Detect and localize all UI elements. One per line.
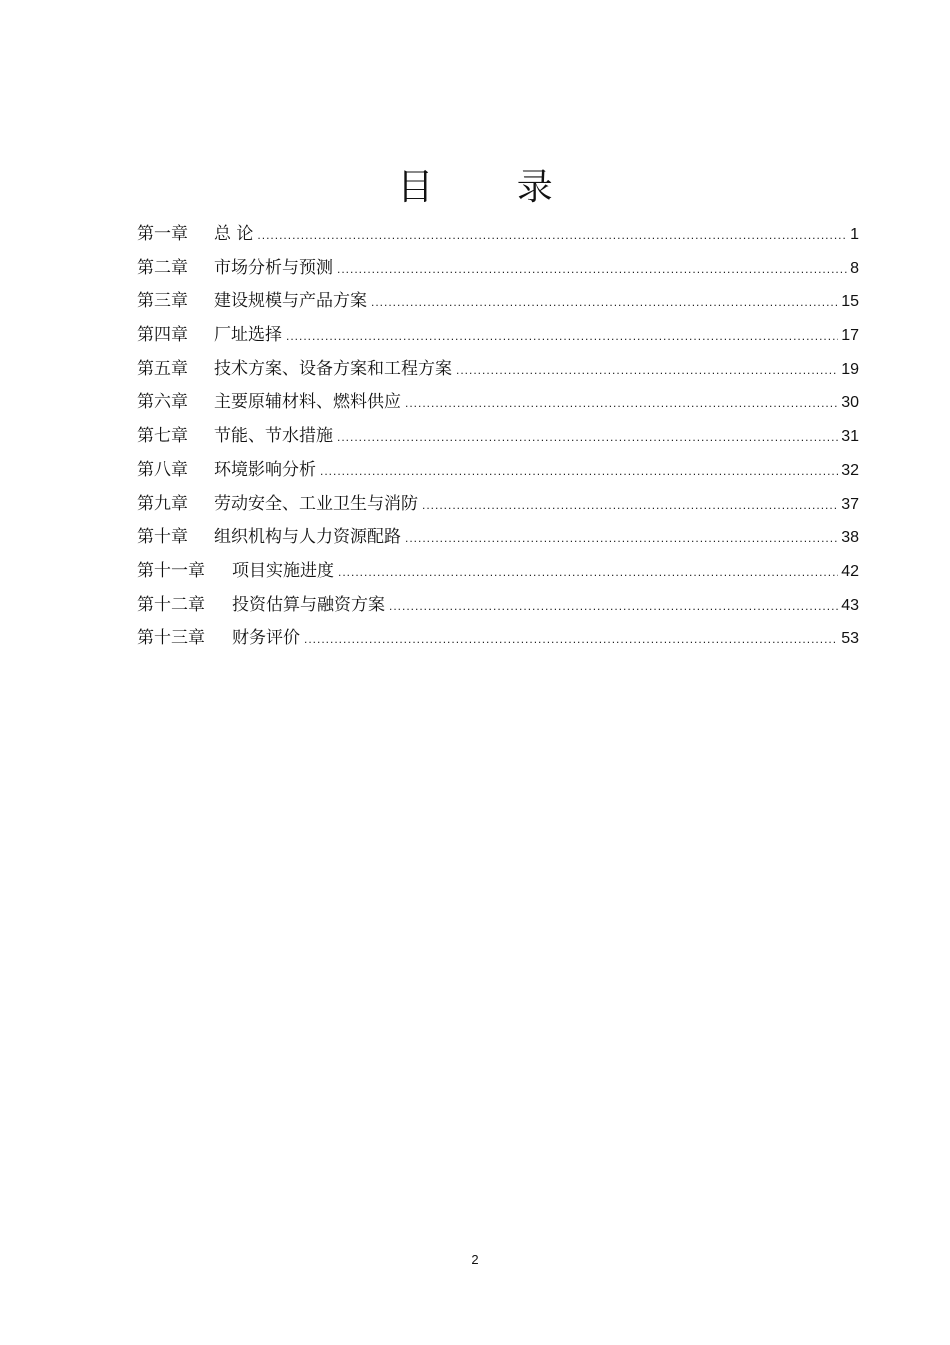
toc-page-number: 31 <box>841 428 859 446</box>
toc-dot-leader <box>389 590 838 624</box>
toc-entry[interactable] <box>137 285 859 319</box>
toc-page-number: 30 <box>841 394 859 412</box>
toc-title: 目 录 <box>397 167 589 208</box>
toc-page-number: 8 <box>850 259 859 277</box>
toc-chapter-name: 劳动安全、工业卫生与消防 <box>214 493 418 514</box>
toc-chapter-name: 环境影响分析 <box>214 459 316 480</box>
toc-page-number: 17 <box>841 327 859 345</box>
toc-chapter-name: 建设规模与产品方案 <box>214 291 367 312</box>
toc-chapter-number: 第十二章 <box>137 594 205 615</box>
toc-entry[interactable] <box>137 218 859 252</box>
toc-chapter-number: 第六章 <box>137 392 188 413</box>
toc-entry[interactable] <box>137 521 859 555</box>
toc-dot-leader <box>405 522 838 556</box>
toc-chapter-name: 厂址选择 <box>214 325 282 346</box>
toc-chapter-number: 第九章 <box>137 493 188 514</box>
toc-page-number: 53 <box>841 630 859 648</box>
toc-page-number: 38 <box>841 529 859 547</box>
toc-dot-leader <box>320 455 838 489</box>
toc-page-number: 42 <box>841 562 859 580</box>
toc-page-number: 32 <box>841 461 859 479</box>
toc-chapter-name: 组织机构与人力资源配路 <box>214 527 401 548</box>
toc-page-number: 37 <box>841 495 859 513</box>
toc-dot-leader <box>338 556 838 590</box>
toc-chapter-name: 主要原辅材料、燃料供应 <box>214 392 401 413</box>
toc-entry[interactable] <box>137 589 859 623</box>
table-of-contents <box>137 218 859 656</box>
toc-page-number: 15 <box>841 293 859 311</box>
toc-page-number: 19 <box>841 360 859 378</box>
toc-chapter-number: 第七章 <box>137 426 188 447</box>
toc-dot-leader <box>422 489 838 523</box>
toc-chapter-number: 第十一章 <box>137 560 205 581</box>
toc-dot-leader <box>456 354 838 388</box>
toc-chapter-name: 市场分析与预测 <box>214 257 333 278</box>
toc-page-number: 1 <box>850 226 859 243</box>
toc-dot-leader <box>257 219 847 253</box>
toc-chapter-name: 节能、节水措施 <box>214 426 333 447</box>
toc-page-number: 43 <box>841 596 859 614</box>
toc-dot-leader <box>304 623 838 657</box>
toc-chapter-name: 总 论 <box>214 224 254 244</box>
toc-chapter-name: 投资估算与融资方案 <box>232 594 385 615</box>
toc-chapter-number: 第二章 <box>137 257 188 278</box>
toc-chapter-number: 第八章 <box>137 459 188 480</box>
page-number: 2 <box>471 1252 479 1267</box>
toc-entry[interactable] <box>137 319 859 353</box>
toc-dot-leader <box>337 253 847 287</box>
toc-entry[interactable] <box>137 386 859 420</box>
toc-chapter-name: 项目实施进度 <box>232 560 334 581</box>
toc-chapter-number: 第三章 <box>137 291 188 312</box>
toc-dot-leader <box>405 387 838 421</box>
toc-chapter-number: 第十三章 <box>137 628 205 649</box>
toc-chapter-name: 技术方案、设备方案和工程方案 <box>214 358 452 379</box>
toc-chapter-number: 第一章 <box>137 224 188 244</box>
toc-dot-leader <box>371 286 838 320</box>
toc-chapter-number: 第五章 <box>137 358 188 379</box>
toc-chapter-number: 第四章 <box>137 325 188 346</box>
toc-chapter-name: 财务评价 <box>232 628 300 649</box>
toc-chapter-number: 第十章 <box>137 527 188 548</box>
toc-dot-leader <box>286 320 838 354</box>
toc-entry[interactable] <box>137 622 859 656</box>
toc-dot-leader <box>337 421 838 455</box>
toc-entry[interactable] <box>137 252 859 286</box>
toc-entry[interactable] <box>137 555 859 589</box>
toc-entry[interactable] <box>137 420 859 454</box>
toc-entry[interactable] <box>137 488 859 522</box>
toc-entry[interactable] <box>137 454 859 488</box>
toc-entry[interactable] <box>137 353 859 387</box>
